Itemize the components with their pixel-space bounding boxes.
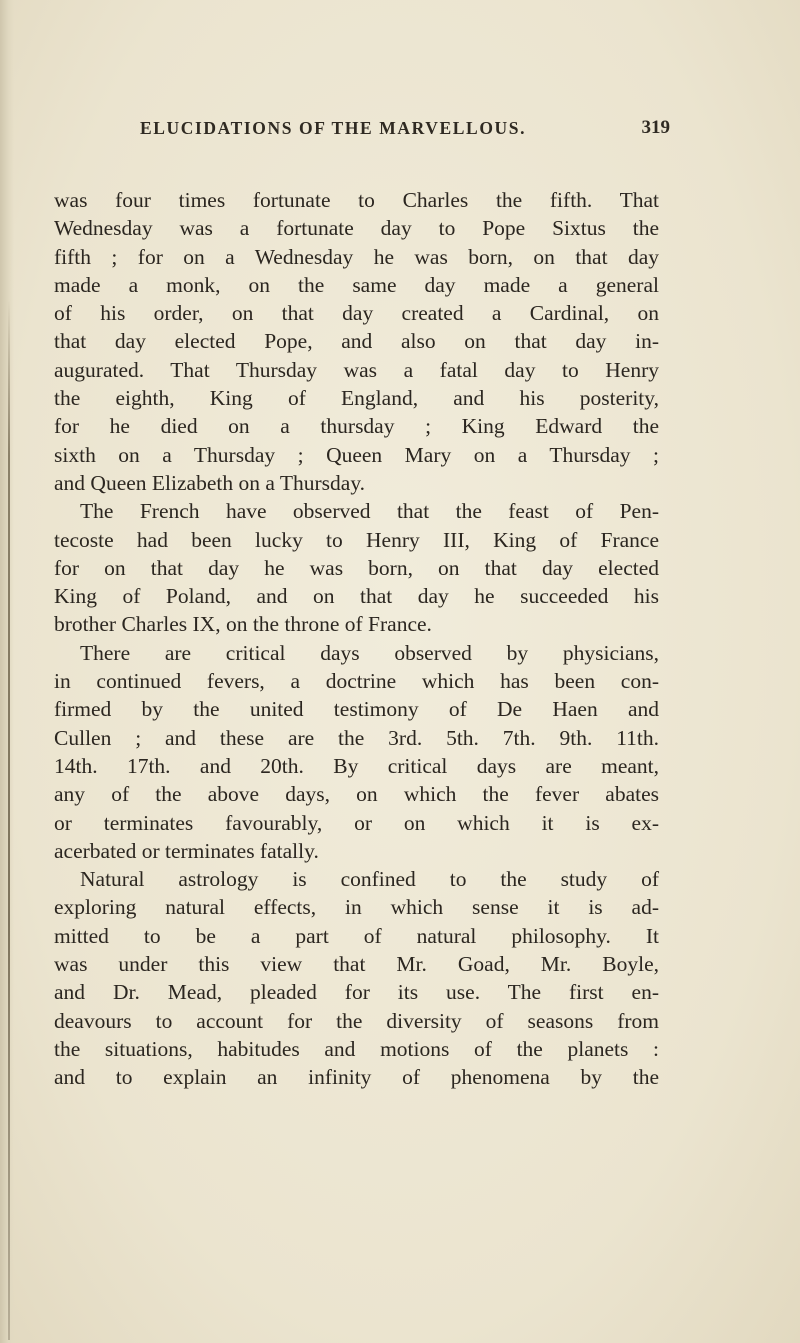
text-line: fifth ; for on a Wednesday he was born, on that day (54, 244, 659, 269)
text-line: sixth on a Thursday ; Queen Mary on a Thursday ; (54, 442, 659, 467)
text-line: and Queen Elizabeth on a Thursday. (54, 470, 366, 495)
text-line: Natural astrology is confined to the study of (80, 867, 659, 892)
text-line: for he died on a thursday ; King Edward the (54, 414, 659, 439)
text-line: There are critical days observed by physicians, (80, 640, 659, 665)
text-line: made a monk, on the same day made a general (54, 272, 659, 297)
text-line: was under this view that Mr. Goad, Mr. Boyle, (54, 952, 659, 977)
running-head (140, 118, 670, 146)
text-line: and Dr. Mead, pleaded for its use. The first en- (54, 980, 659, 1005)
text-line: of his order, on that day created a Cardinal, on (54, 301, 659, 326)
text-line: acerbated or terminates fatally. (54, 838, 319, 863)
text-line: for on that day he was born, on that day elected (54, 555, 659, 580)
text-line: the eighth, King of England, and his posterity, (54, 386, 659, 411)
text-line: augurated. That Thursday was a fatal day to Henry (54, 357, 659, 382)
text-body (54, 186, 659, 1092)
text-line: any of the above days, on which the fever abates (54, 782, 659, 807)
text-line: deavours to account for the diversity of seasons from (54, 1008, 659, 1033)
text-line: Cullen ; and these are the 3rd. 5th. 7th. 9th. 11th. (54, 725, 659, 750)
running-title: ELUCIDATIONS OF THE MARVELLOUS. (140, 118, 527, 138)
text-line: firmed by the united testimony of De Haen and (54, 697, 659, 722)
text-line: or terminates favourably, or on which it is ex- (54, 810, 659, 835)
text-line: brother Charles IX, on the throne of France. (54, 612, 432, 637)
text-line: The French have observed that the feast of Pen- (80, 499, 659, 524)
text-line: was four times fortunate to Charles the fifth. That (54, 188, 659, 212)
page-number: 319 (641, 117, 670, 138)
text-line: and to explain an infinity of phenomena by the (54, 1065, 659, 1090)
text-line: in continued fevers, a doctrine which has been con- (54, 669, 659, 694)
text-line: that day elected Pope, and also on that day in- (54, 329, 659, 354)
text-line: mitted to be a part of natural philosophy. It (54, 923, 659, 948)
text-line: exploring natural effects, in which sense it is ad- (54, 895, 659, 920)
text-line: the situations, habitudes and motions of the planets : (54, 1036, 659, 1061)
page-gutter-shadow (0, 0, 14, 1343)
text-line: 14th. 17th. and 20th. By critical days are meant, (54, 753, 659, 778)
text-line: tecoste had been lucky to Henry III, King of France (54, 527, 659, 552)
text-line: Wednesday was a fortunate day to Pope Sixtus the (54, 216, 659, 241)
text-line: King of Poland, and on that day he succeeded his (54, 584, 659, 609)
binding-edge (8, 300, 10, 1340)
